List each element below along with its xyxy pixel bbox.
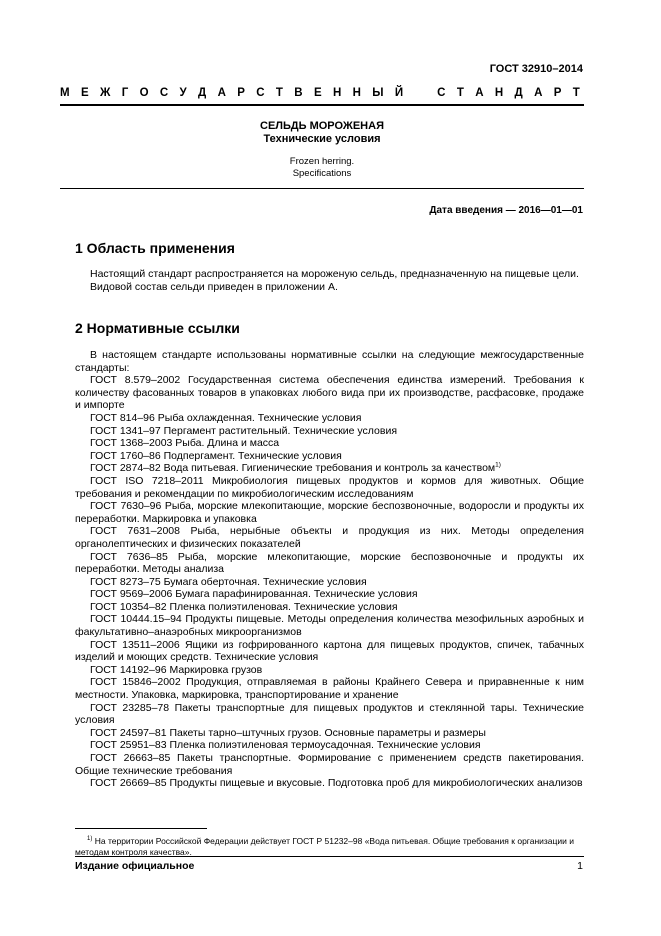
- banner-letter: А: [475, 87, 484, 99]
- banner-letter: Н: [352, 87, 361, 99]
- banner-letter: Й: [394, 87, 404, 99]
- section2-intro: В настоящем стандарте использованы нормативные ссылки на следующие межгосударственные стандарты:: [75, 349, 584, 374]
- reference-text: ГОСТ 24597–81 Пакеты тарно–штучных грузов. Основные параметры и размеры: [90, 726, 486, 739]
- reference-item: [75, 450, 584, 463]
- banner-letter: Д: [198, 87, 207, 99]
- footnote: [75, 834, 584, 858]
- banner-letter: Р: [553, 87, 562, 99]
- banner-letter: Р: [237, 87, 245, 99]
- footnote-rule: [75, 828, 207, 829]
- banner-letter: В: [294, 87, 303, 99]
- title-ru-sub: Технические условия: [263, 133, 381, 145]
- reference-footnote-marker: 1): [495, 461, 501, 469]
- reference-item: [75, 374, 584, 412]
- reference-item: [75, 588, 584, 601]
- reference-item: [75, 412, 584, 425]
- reference-item: [75, 727, 584, 740]
- title-ru-main: СЕЛЬДЬ МОРОЖЕНАЯ: [260, 120, 384, 132]
- banner-letter: Т: [275, 87, 283, 99]
- reference-text: ГОСТ 7630–96 Рыба, морские млекопитающие, морские беспозвоночные, водоросли и продукты их переработки. Маркировка и упаковка: [75, 500, 584, 525]
- reference-item: [75, 525, 584, 550]
- footnote-text: На территории Российской Федерации действует ГОСТ Р 51232–98 «Вода питьевая. Общие требования к организации и методам контроля качества».: [75, 835, 574, 857]
- reference-text: ГОСТ 26663–85 Пакеты транспортные. Формирование с применением средств пакетирования. Общие технические требования: [75, 752, 584, 777]
- reference-item: [75, 601, 584, 614]
- reference-text: ГОСТ 10444.15–94 Продукты пищевые. Методы определения количества мезофильных аэробных и факультативно–анаэробных микроорганизмов: [75, 613, 584, 639]
- reference-item: [75, 462, 584, 475]
- reference-item: [75, 702, 584, 727]
- reference-item: [75, 475, 584, 500]
- banner-letter: Ж: [99, 87, 111, 99]
- banner-letter: А: [534, 87, 543, 99]
- reference-text: ГОСТ 7636–85 Рыба, морские млекопитающие, морские беспозвоночные и продукты их переработки. Методы анализа: [75, 550, 584, 576]
- banner-letter: Д: [514, 87, 523, 99]
- footnote-marker: 1): [87, 836, 93, 842]
- reference-text: ГОСТ 23285–78 Пакеты транспортные для пищевых продуктов и стеклянной тары. Технические условия: [75, 701, 584, 727]
- bottom-rule: [75, 856, 584, 857]
- intro-date: Дата введения — 2016—01—01: [429, 205, 583, 216]
- reference-item: [75, 676, 584, 701]
- reference-item: [75, 752, 584, 777]
- reference-text: ГОСТ 26669–85 Продукты пищевые и вкусовые. Подготовка проб для микробиологических анализов: [90, 777, 583, 790]
- reference-text: ГОСТ 13511–2006 Ящики из гофрированного картона для пищевых продуктов, спичек, табачных изделий и моющих средств. Технические условия: [75, 638, 584, 664]
- reference-text: ГОСТ 814–96 Рыба охлажденная. Технические условия: [90, 411, 362, 424]
- reference-item: [75, 777, 584, 790]
- mid-rule: [60, 188, 584, 189]
- reference-item: [75, 437, 584, 450]
- gost-number: ГОСТ 32910–2014: [489, 63, 583, 75]
- section1-heading: 1 Область применения: [75, 240, 235, 256]
- title-block: [60, 120, 584, 180]
- reference-text: ГОСТ 2874–82 Вода питьевая. Гигиенические требования и контроль за качеством: [90, 462, 496, 475]
- reference-text: ГОСТ 1341–97 Пергамент растительный. Технические условия: [90, 424, 398, 437]
- reference-text: ГОСТ 8.579–2002 Государственная система обеспечения единства измерений. Требования к количеству фасованных товаров в упаковках любого вида при их производстве, расфасовке, продаже и импорте: [75, 374, 584, 412]
- banner-letter: М: [60, 87, 70, 99]
- top-rule: [60, 104, 584, 106]
- edition-label: Издание официальное: [75, 860, 195, 872]
- reference-item: [75, 425, 584, 438]
- banner-letter: Г: [121, 87, 129, 99]
- reference-text: ГОСТ 14192–96 Маркировка грузов: [90, 663, 263, 676]
- banner-letter: Н: [494, 87, 504, 99]
- reference-item: [75, 739, 584, 752]
- banner-letter: Т: [456, 87, 464, 99]
- banner-letter: С: [159, 87, 169, 99]
- banner-letter: С: [256, 87, 265, 99]
- reference-text: ГОСТ 1368–2003 Рыба. Длина и масса: [90, 437, 280, 450]
- reference-text: ГОСТ 7631–2008 Рыба, нерыбные объекты и продукция из них. Методы определения органолептических и физических показателей: [75, 525, 584, 550]
- banner-letter: Н: [332, 87, 342, 99]
- reference-text: ГОСТ 25951–83 Пленка полиэтиленовая термоусадочная. Технические условия: [90, 739, 481, 752]
- banner-letter: О: [139, 87, 149, 99]
- reference-item: [75, 576, 584, 589]
- section2-heading: 2 Нормативные ссылки: [75, 320, 240, 336]
- reference-item: [75, 500, 584, 525]
- reference-text: ГОСТ 9569–2006 Бумага парафинированная. Технические условия: [90, 588, 418, 601]
- reference-text: ГОСТ 8273–75 Бумага оберточная. Технические условия: [90, 575, 367, 588]
- reference-item: [75, 551, 584, 576]
- reference-item: [75, 613, 584, 638]
- reference-text: ГОСТ 10354–82 Пленка полиэтиленовая. Технические условия: [90, 600, 398, 613]
- banner-letter: А: [217, 87, 226, 99]
- banner-letter: Т: [572, 87, 580, 99]
- banner-letter: Е: [80, 87, 89, 99]
- title-en-main: Frozen herring.: [289, 156, 355, 167]
- reference-text: ГОСТ 1760–86 Подпергамент. Технические условия: [90, 449, 342, 462]
- banner-letter: У: [179, 87, 187, 99]
- title-en-sub: Specifications: [292, 168, 352, 179]
- section2-body: [75, 349, 584, 790]
- section1-para-2: Видовой состав сельди приведен в приложении А.: [90, 280, 338, 293]
- banner-letter: Е: [313, 87, 322, 99]
- section1-para-1: Настоящий стандарт распространяется на мороженую сельдь, предназначенную на пищевые цели.: [90, 268, 579, 280]
- banner-letter: С: [437, 87, 446, 99]
- reference-text: ГОСТ ISO 7218–2011 Микробиология пищевых продуктов и кормов для животных. Общие требования и рекомендации по микробиологическим исследованиям: [75, 474, 584, 500]
- page-number: 1: [577, 860, 583, 872]
- reference-text: ГОСТ 15846–2002 Продукция, отправляемая в районы Крайнего Севера и приравненные к ним местности. Упаковка, маркировка, транспортирование и хранение: [75, 676, 584, 702]
- section1-body: [75, 268, 584, 293]
- standard-banner: [60, 87, 580, 99]
- reference-item: [75, 639, 584, 664]
- reference-item: [75, 664, 584, 677]
- banner-letter: Ы: [372, 87, 384, 99]
